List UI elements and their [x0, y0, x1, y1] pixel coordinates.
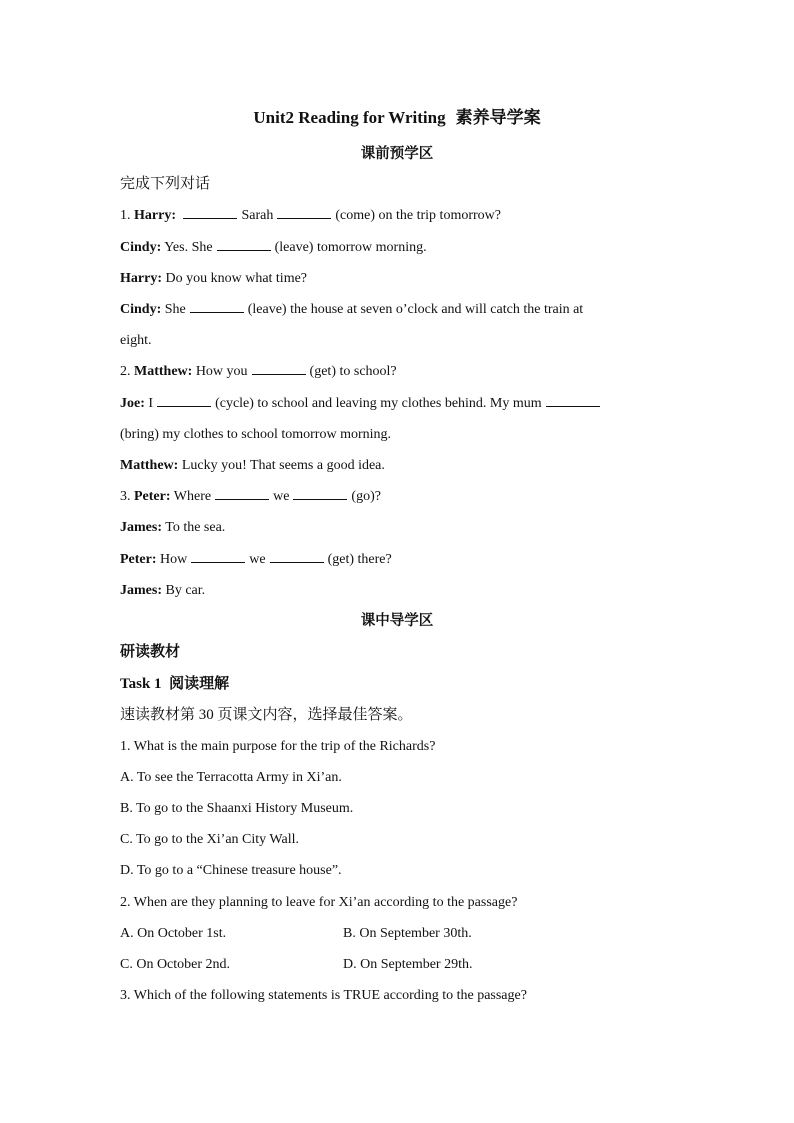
dialogue-text: (go)?	[351, 489, 381, 504]
task-label: Task 1	[120, 676, 162, 692]
dialogue-text: Lucky you! That seems a good idea.	[181, 458, 385, 473]
dialogue-line	[120, 300, 675, 320]
dialogue-line	[120, 518, 675, 538]
answer-option[interactable]: B. On September 30th.	[343, 926, 472, 941]
speaker-name: Joe:	[120, 396, 145, 411]
item-number: 2.	[120, 364, 131, 379]
speaker-name: Matthew:	[120, 458, 179, 473]
dialogue-text: By car.	[165, 583, 206, 598]
dialogue-text: we	[273, 489, 290, 504]
dialogue-line	[120, 456, 675, 476]
answer-blank[interactable]	[546, 394, 600, 407]
dialogue-text: Where	[173, 489, 212, 504]
answer-blank[interactable]	[293, 487, 347, 500]
item-number: 1.	[120, 208, 131, 223]
dialogue-line	[120, 362, 675, 382]
speaker-name: Harry:	[134, 208, 176, 223]
answer-blank[interactable]	[277, 206, 331, 219]
answer-option-row	[120, 955, 675, 975]
dialogue-text: Do you know what time?	[165, 271, 308, 286]
speaker-name: Cindy:	[120, 240, 162, 255]
answer-option[interactable]: D. On September 29th.	[343, 957, 473, 972]
dialogue-line	[120, 487, 675, 507]
question-stem: 1. What is the main purpose for the trip of the Richards?	[120, 739, 436, 754]
dialogue-text: Yes. She	[164, 240, 213, 255]
answer-option[interactable]: A. To see the Terracotta Army in Xi’an.	[120, 770, 342, 785]
task-heading	[120, 674, 675, 694]
dialogue-text: we	[249, 552, 266, 567]
dialogue-text: To the sea.	[165, 520, 226, 535]
dialogue-line	[120, 269, 675, 289]
dialogue-text: (leave) tomorrow morning.	[274, 240, 427, 255]
dialogue-line: (bring) my clothes to school tomorrow morning.	[120, 427, 392, 442]
dialogue-text: (leave) the house at seven o’clock and will catch the train at	[247, 302, 584, 317]
answer-option[interactable]: C. On October 2nd.	[120, 957, 231, 972]
dialogue-text: She	[164, 302, 186, 317]
dialogue-text: (come) on the trip tomorrow?	[335, 208, 501, 223]
answer-blank[interactable]	[252, 362, 306, 375]
dialogue-text: (get) there?	[327, 552, 392, 567]
speaker-name: Cindy:	[120, 302, 162, 317]
question-stem: 2. When are they planning to leave for Xi’an according to the passage?	[120, 895, 518, 910]
dialogue-line	[120, 394, 675, 414]
section-heading-in-class: 课中导学区	[360, 613, 434, 629]
section-heading-pre-class: 课前预学区	[360, 146, 434, 162]
answer-blank[interactable]	[270, 550, 324, 563]
dialogue-line	[120, 581, 675, 601]
answer-blank[interactable]	[191, 550, 245, 563]
speaker-name: Matthew:	[134, 364, 193, 379]
item-number: 3.	[120, 489, 131, 504]
speaker-name: Harry:	[120, 271, 162, 286]
dialogue-line	[120, 550, 675, 570]
dialogue-text: (cycle) to school and leaving my clothes behind. My mum	[215, 396, 542, 411]
answer-option[interactable]: D. To go to a “Chinese treasure house”.	[120, 863, 342, 878]
answer-blank[interactable]	[215, 487, 269, 500]
answer-option[interactable]: A. On October 1st.	[120, 926, 227, 941]
answer-option[interactable]: B. To go to the Shaanxi History Museum.	[120, 801, 354, 816]
dialogue-text: (get) to school?	[309, 364, 397, 379]
title-chinese: 素养导学案	[455, 108, 541, 127]
page-title	[0, 106, 794, 130]
title-english: Unit2 Reading for Writing	[253, 108, 446, 127]
speaker-name: James:	[120, 583, 162, 598]
speaker-name: Peter:	[120, 552, 157, 567]
study-heading: 研读教材	[120, 644, 181, 660]
question-stem: 3. Which of the following statements is TRUE according to the passage?	[120, 988, 527, 1003]
answer-blank[interactable]	[190, 300, 244, 313]
answer-option-row	[120, 924, 675, 944]
answer-blank[interactable]	[183, 206, 237, 219]
answer-blank[interactable]	[217, 238, 271, 251]
dialogue-text: How you	[195, 364, 248, 379]
task-title: 阅读理解	[169, 676, 230, 692]
task-instruction: 速读教材第 30 页课文内容，选择最佳答案。	[120, 707, 413, 723]
answer-blank[interactable]	[157, 394, 211, 407]
dialogue-text: How	[160, 552, 188, 567]
dialogue-intro: 完成下列对话	[120, 176, 211, 192]
dialogue-text: Sarah	[241, 208, 274, 223]
dialogue-line	[120, 206, 675, 226]
dialogue-text: I	[148, 396, 154, 411]
speaker-name: James:	[120, 520, 162, 535]
dialogue-line: eight.	[120, 333, 152, 348]
speaker-name: Peter:	[134, 489, 171, 504]
answer-option[interactable]: C. To go to the Xi’an City Wall.	[120, 832, 299, 847]
dialogue-line	[120, 238, 675, 258]
